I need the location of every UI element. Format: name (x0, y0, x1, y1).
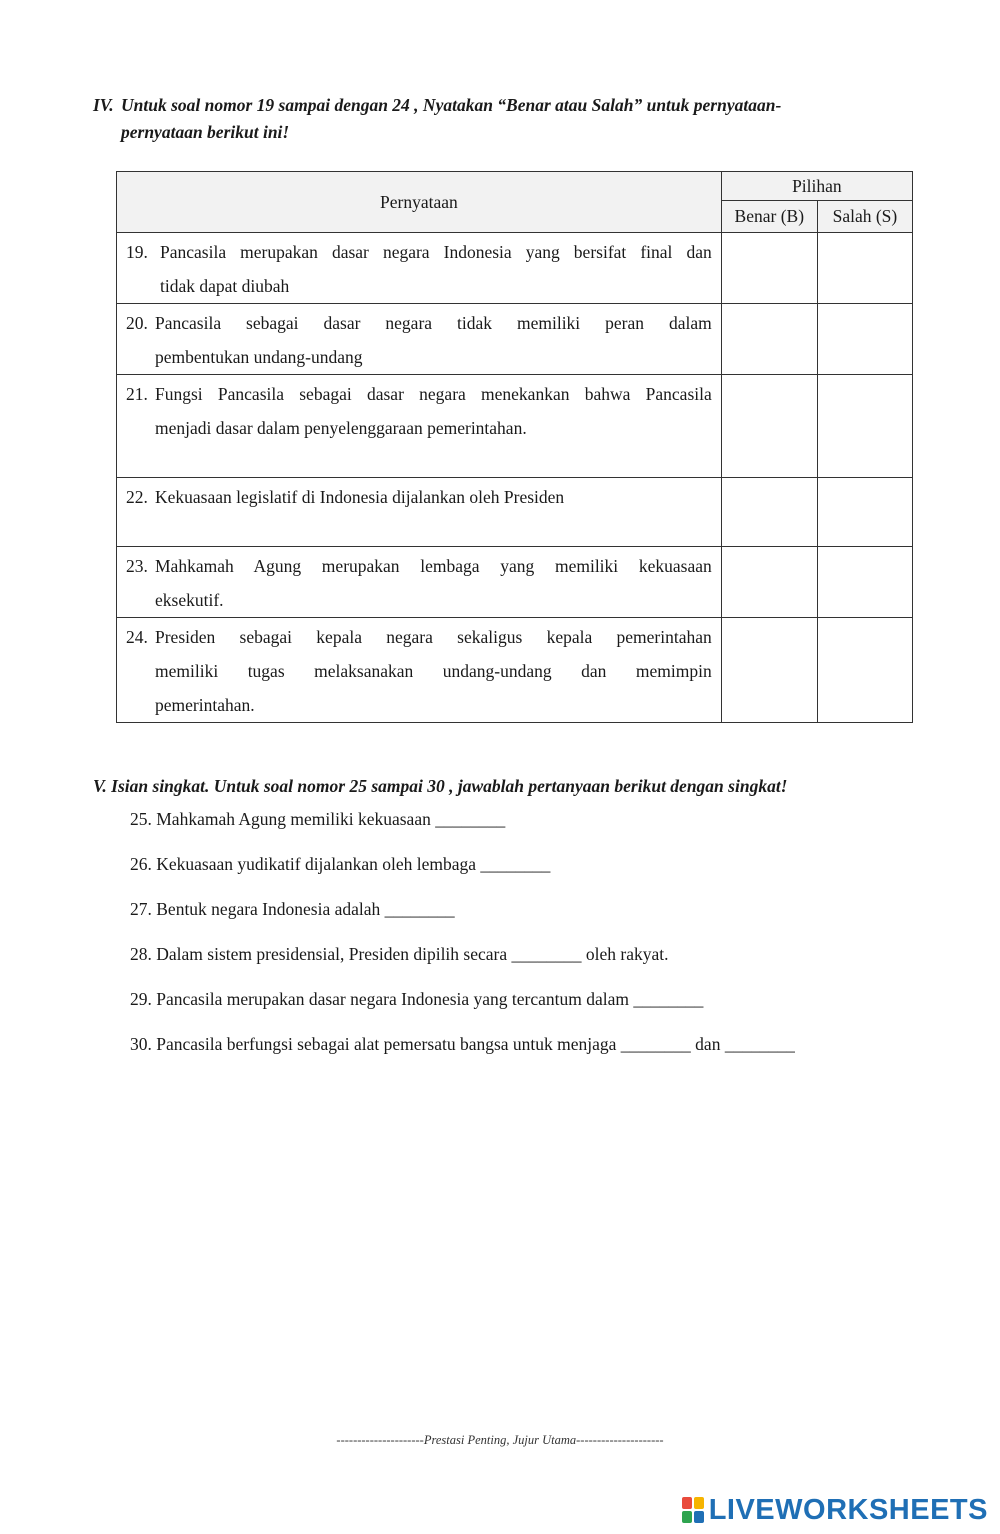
statement-line: tidak dapat diubah (160, 276, 290, 296)
statement-number: 19. (126, 242, 148, 262)
table-row (117, 375, 913, 478)
logo-block-blue (694, 1511, 704, 1523)
answer-true-cell[interactable] (721, 304, 817, 375)
logo-block-green (682, 1511, 692, 1523)
statement-cell (117, 478, 722, 547)
answer-false-cell[interactable] (817, 375, 912, 478)
statement-number: 22. (126, 487, 148, 507)
statement-cell (117, 547, 722, 618)
statement-cell (117, 304, 722, 375)
liveworksheets-logo (681, 1493, 988, 1527)
statement-line: Pancasila sebagai dasar negara tidak memiliki peran dalam (155, 313, 712, 333)
section-iv-heading (93, 92, 908, 146)
short-answer-item[interactable]: 25. Mahkamah Agung memiliki kekuasaan ________ (130, 809, 506, 829)
statement-line: eksekutif. (155, 590, 224, 610)
answer-false-cell[interactable] (817, 233, 912, 304)
table-row (117, 478, 913, 547)
short-answer-item[interactable]: 28. Dalam sistem presidensial, Presiden dipilih secara ________ oleh rakyat. (130, 944, 669, 964)
answer-false-cell[interactable] (817, 547, 912, 618)
liveworksheets-logo-icon (681, 1496, 705, 1524)
answer-true-cell[interactable] (721, 618, 817, 723)
statement-number: 23. (126, 556, 148, 576)
answer-false-cell[interactable] (817, 304, 912, 375)
statement-line: Pancasila merupakan dasar negara Indonesia yang bersifat final dan (160, 242, 712, 262)
answer-false-cell[interactable] (817, 478, 912, 547)
logo-block-red (682, 1497, 692, 1509)
statement-line: pembentukan undang-undang (155, 347, 363, 367)
header-true: Benar (B) (721, 201, 817, 233)
short-answer-item[interactable]: 30. Pancasila berfungsi sebagai alat pemersatu bangsa untuk menjaga ________ dan ________ (130, 1034, 795, 1054)
short-answer-list (130, 806, 795, 1076)
statement-line: menjadi dasar dalam penyelenggaraan pemerintahan. (155, 418, 527, 438)
true-false-table (116, 171, 913, 723)
short-answer-item[interactable]: 26. Kekuasaan yudikatif dijalankan oleh lembaga ________ (130, 854, 551, 874)
section-iv-line1: Untuk soal nomor 19 sampai dengan 24 , Nyatakan “Benar atau Salah” untuk pernyataan- (121, 95, 782, 115)
table-row (117, 547, 913, 618)
statement-cell (117, 375, 722, 478)
section-v-heading: V. Isian singkat. Untuk soal nomor 25 sampai 30 , jawablah pertanyaan berikut dengan singkat! (93, 776, 788, 796)
header-statement: Pernyataan (117, 172, 722, 233)
header-choice: Pilihan (721, 172, 912, 201)
answer-true-cell[interactable] (721, 375, 817, 478)
section-iv-instruction (121, 92, 908, 146)
short-answer-item[interactable]: 29. Pancasila merupakan dasar negara Indonesia yang tercantum dalam ________ (130, 989, 704, 1009)
statement-cell (117, 233, 722, 304)
statement-line: Fungsi Pancasila sebagai dasar negara menekankan bahwa Pancasila (155, 384, 712, 404)
answer-true-cell[interactable] (721, 233, 817, 304)
statement-line: Presiden sebagai kepala negara sekaligus kepala pemerintahan (155, 627, 712, 647)
statement-number: 24. (126, 627, 148, 647)
table-row (117, 233, 913, 304)
statement-cell (117, 618, 722, 723)
answer-true-cell[interactable] (721, 547, 817, 618)
header-false: Salah (S) (817, 201, 912, 233)
statement-line: Kekuasaan legislatif di Indonesia dijalankan oleh Presiden (155, 487, 565, 507)
table-row (117, 618, 913, 723)
statement-line: pemerintahan. (155, 695, 255, 715)
statement-number: 21. (126, 384, 148, 404)
statement-line: Mahkamah Agung merupakan lembaga yang memiliki kekuasaan (155, 556, 712, 576)
section-iv-number: IV. (93, 95, 114, 115)
statement-number: 20. (126, 313, 148, 333)
answer-false-cell[interactable] (817, 618, 912, 723)
section-iv-line2: pernyataan berikut ini! (121, 122, 290, 142)
page-footer: ---------------------Prestasi Penting, Jujur Utama--------------------- (336, 1433, 664, 1447)
answer-true-cell[interactable] (721, 478, 817, 547)
statement-line: memiliki tugas melaksanakan undang-undang dan memimpin (155, 661, 712, 681)
logo-block-yellow (694, 1497, 704, 1509)
table-row (117, 304, 913, 375)
short-answer-item[interactable]: 27. Bentuk negara Indonesia adalah ________ (130, 899, 455, 919)
liveworksheets-wordmark: LIVEWORKSHEETS (708, 1493, 988, 1526)
